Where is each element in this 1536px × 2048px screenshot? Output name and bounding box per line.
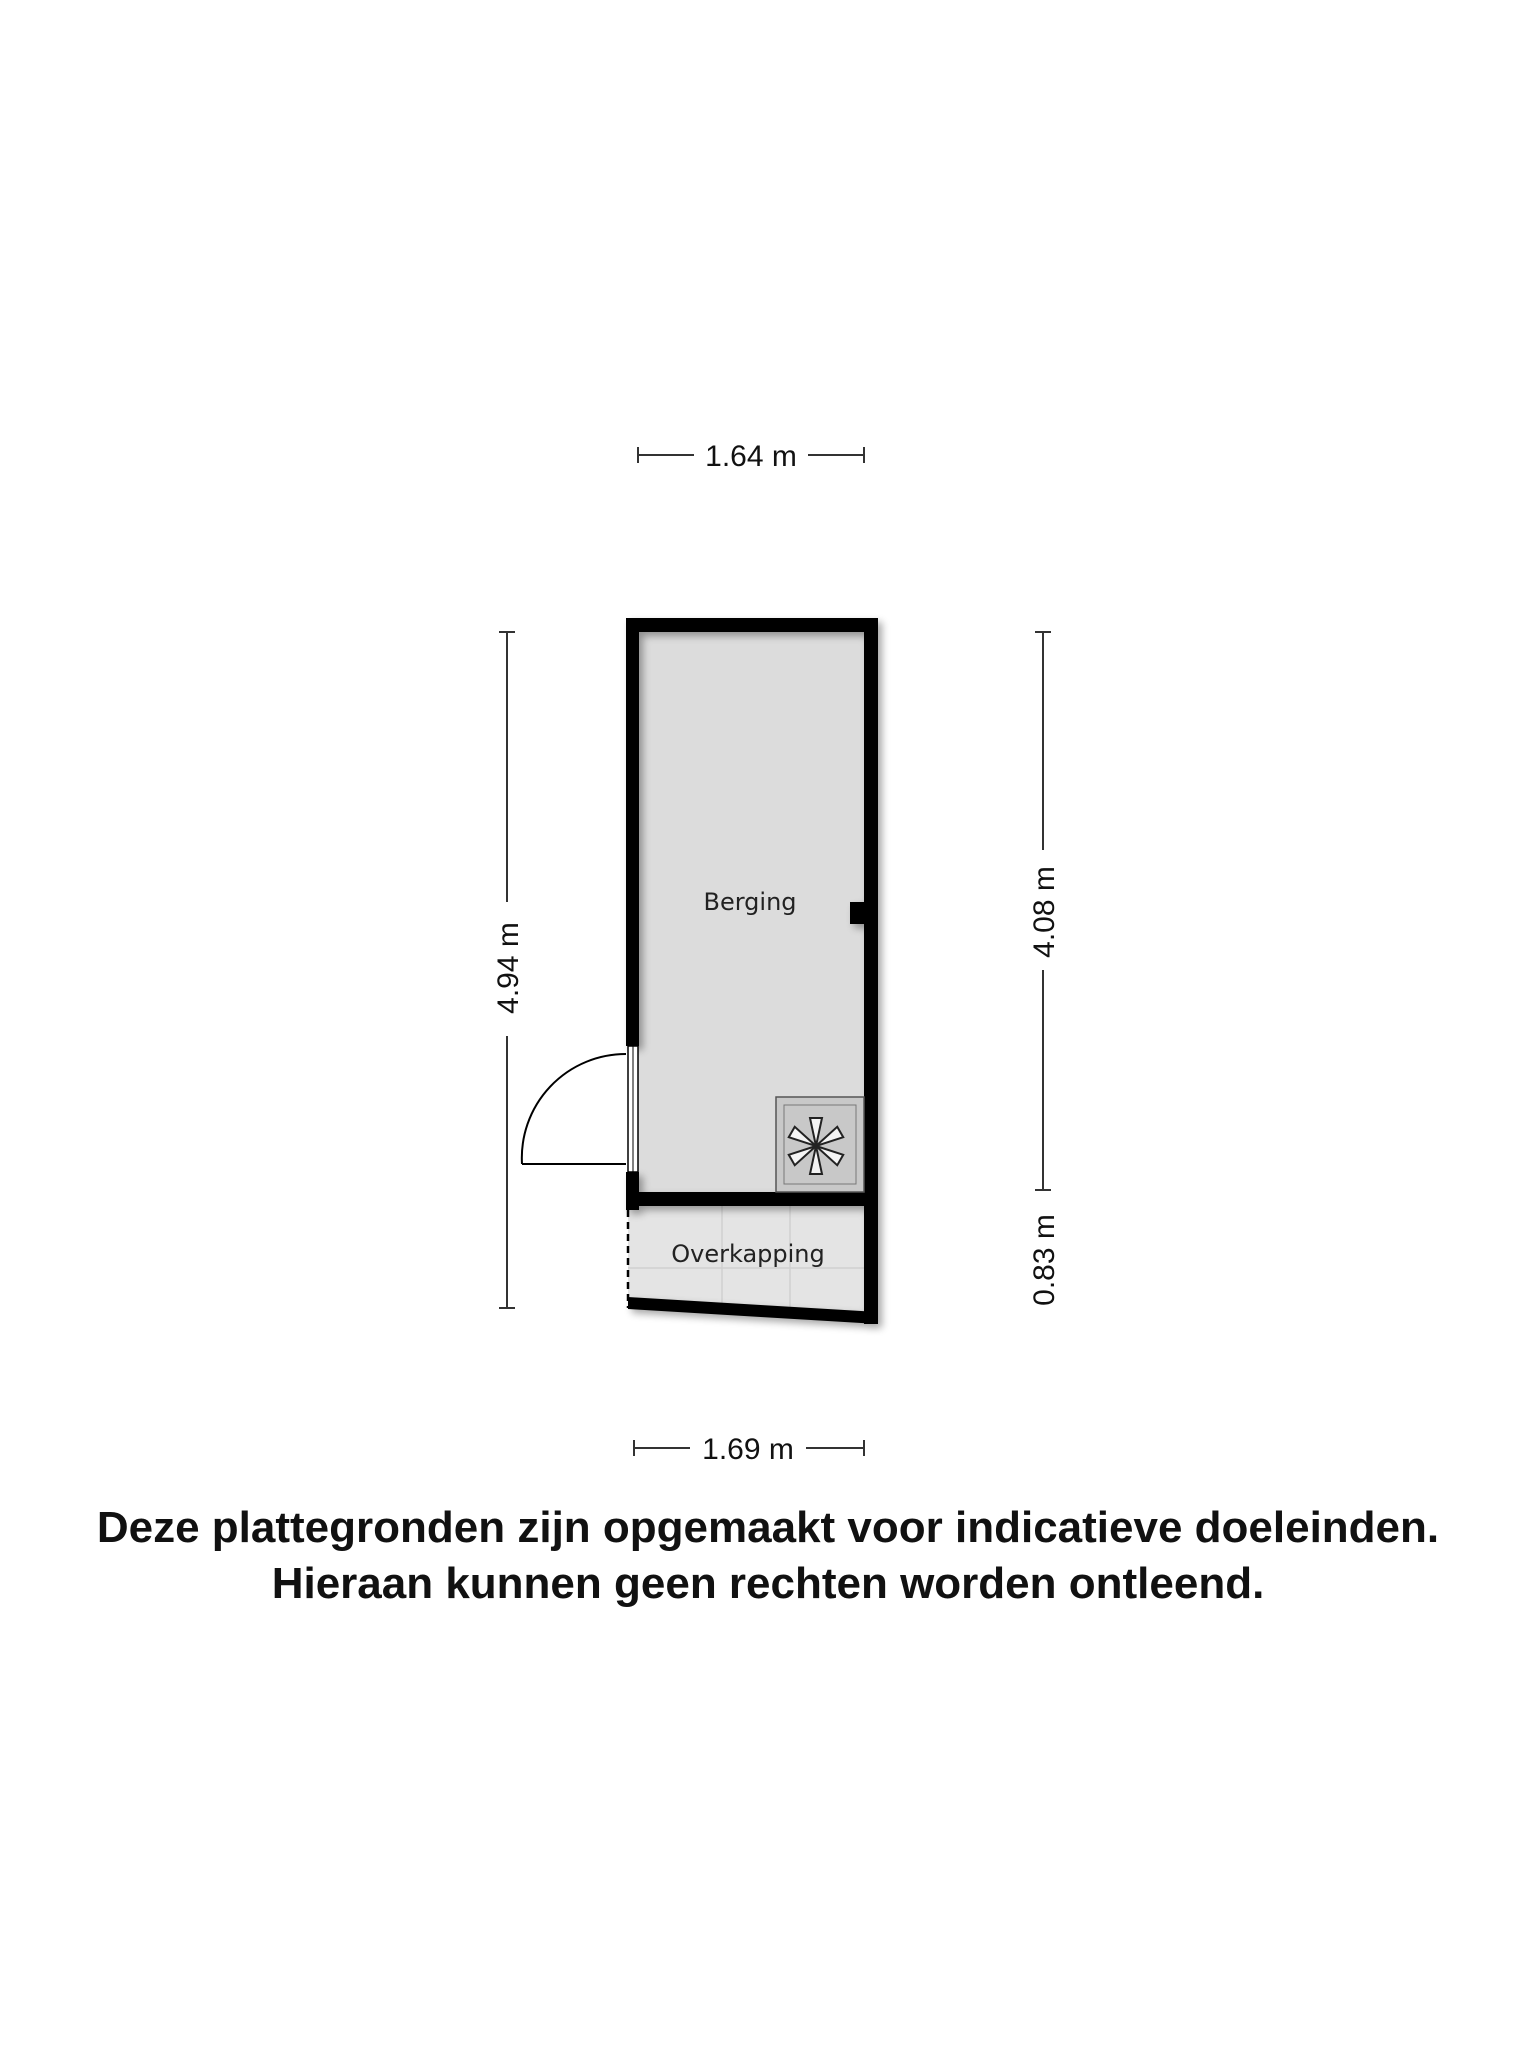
room-label-overkapping: Overkapping [671,1240,825,1268]
room-label-berging: Berging [703,888,797,916]
fan-icon [776,1097,864,1192]
disclaimer-line-2: Hieraan kunnen geen rechten worden ontleend. [271,1559,1265,1608]
dimension-label-top: 1.64 m [705,440,797,473]
dimension-right-height [1028,632,1061,1306]
wall-column [850,902,866,924]
dimension-label-right-upper: 4.08 m [1028,866,1061,958]
dimension-label-left: 4.94 m [492,922,525,1014]
door-swing-icon [522,1046,638,1172]
dimension-label-right-lower: 0.83 m [1028,1214,1061,1306]
dimension-left-height [492,632,525,1308]
dimension-top-width [638,440,864,473]
dimension-label-bottom: 1.69 m [702,1433,794,1466]
disclaimer [0,1500,1536,1612]
disclaimer-line-1: Deze plattegronden zijn opgemaakt voor indicatieve doeleinden. [96,1503,1440,1552]
dimension-bottom-width [634,1433,864,1466]
